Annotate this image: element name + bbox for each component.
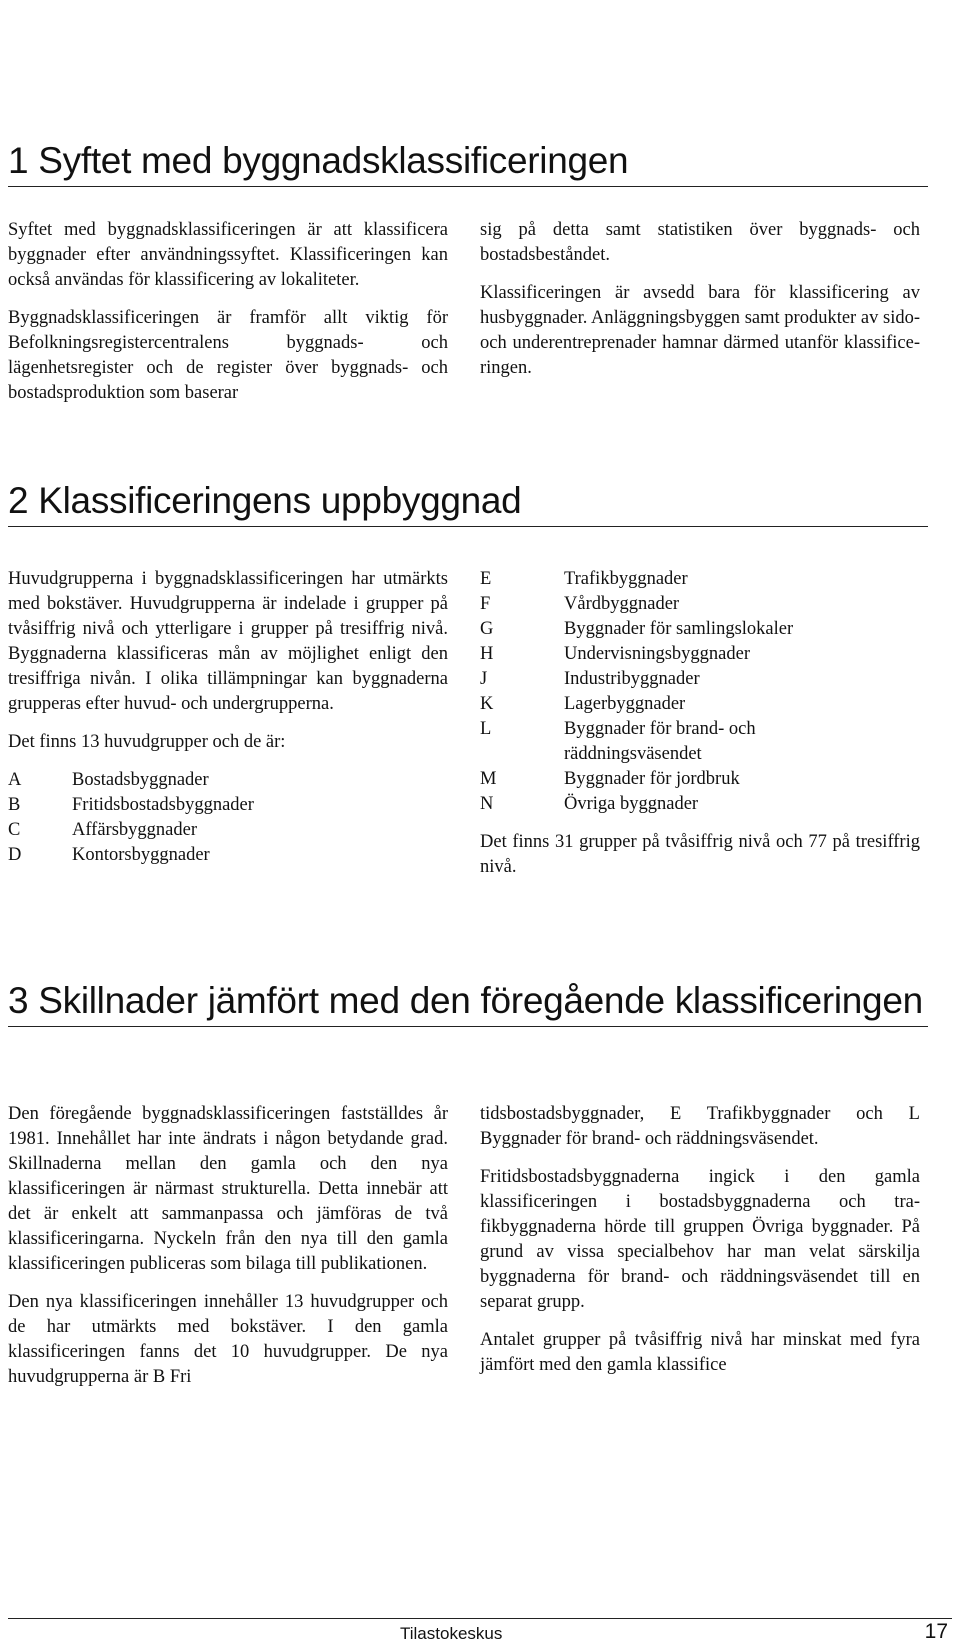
list-item xyxy=(480,592,920,617)
list-item xyxy=(8,793,448,818)
footer-divider xyxy=(8,1618,952,1619)
list-item xyxy=(8,768,448,793)
group-code: K xyxy=(480,694,494,714)
group-code: N xyxy=(480,794,494,814)
section-2-left-column xyxy=(8,567,448,868)
paragraph: Klassificeringen är avsedd bara för klassificering av husbyggnader. Anläggningsbyggen samt produkter av sido- och underentreprenader hamnar därmed utanför klassificeringen. xyxy=(480,283,920,378)
paragraph: Byggnadsklassificeringen är framför allt viktig för Befolkningsregistercentralens byggnads- och lägenhetsregister och de register över byggnads- och bostadsproduktion som baserar xyxy=(8,308,448,403)
list-item xyxy=(8,843,448,868)
group-name: Industribyggnader xyxy=(564,669,700,689)
page-number: 17 xyxy=(924,1620,948,1643)
group-code: E xyxy=(480,569,492,589)
paragraph: Den nya klassificeringen innehåller 13 huvudgrupper och de har utmärkts med bokstäver. I den gamla klassificeringen fanns det 10 huvudgrupper. De nya huvudgrupperna är B Fri xyxy=(8,1292,448,1387)
group-name: Fritidsbostadsbyggnader xyxy=(72,795,254,815)
list-item xyxy=(480,617,920,642)
group-name: Byggnader för jordbruk xyxy=(564,769,740,789)
paragraph: Antalet grupper på tvåsiffrig nivå har minskat med fyra jämfört med den gamla klassifice xyxy=(480,1330,920,1375)
list-item xyxy=(480,667,920,692)
list-item xyxy=(480,692,920,717)
list-item xyxy=(480,567,920,592)
group-code: D xyxy=(8,845,22,865)
section-2-heading: 2 Klassificeringens uppbyggnad xyxy=(8,480,928,527)
list-item xyxy=(480,717,920,767)
list-item xyxy=(480,642,920,667)
section-3-heading: 3 Skillnader jämfört med den föregående klassificeringen xyxy=(8,980,928,1027)
group-code: C xyxy=(8,820,21,840)
group-code: F xyxy=(480,594,491,614)
section-2-right-column xyxy=(480,567,920,893)
paragraph: Fritidsbostadsbyggnaderna ingick i den gamla klassificeringen i bostadsbyggnaderna och trafikbyggnaderna hörde till gruppen Övriga byggnader. På grund av vissa specialbehov har man velat särskilja byggnaderna för brand- och räddningsväsendet till en separat grupp. xyxy=(480,1167,920,1312)
group-name: Bostadsbyggnader xyxy=(72,770,209,790)
group-code: J xyxy=(480,669,488,689)
section-3-right-column xyxy=(480,1102,920,1391)
group-name: Byggnader för brand- och räddningsväsendet xyxy=(564,719,756,764)
group-name: Byggnader för samlingslokaler xyxy=(564,619,794,639)
paragraph: Den föregående byggnadsklassificeringen fastställdes år 1981. Innehållet har inte ändrats i någon betydande grad. Skillnaderna mellan den gamla och den nya klassificeringen är närmast strukturella. Detta innebär att det är enkelt att sammanpassa och jämföras de två klassificeringarna. Nyckeln från den nya till den gamla klassificeringen publiceras som bilaga till publikationen. xyxy=(8,1104,448,1274)
paragraph: Huvudgrupperna i byggnadsklassificeringen har utmärkts med bokstäver. Huvudgrupperna är indelade i grupper på tvåsiffrig nivå och ytterligare i grupper på tresiffrig nivå. Byggnaderna klassificeras mån av möjlighet enligt den tresiffriga nivån. I olika tillämpningar kan byggnaderna grupperas efter huvud- och undergrupperna. xyxy=(8,569,448,714)
paragraph: sig på detta samt statistiken över byggnads- och bostadsbeståndet. xyxy=(480,220,920,265)
section-3-left-column xyxy=(8,1102,448,1403)
section-1-right-column xyxy=(480,218,920,394)
list-item xyxy=(480,792,920,817)
paragraph: Syftet med byggnadsklassificeringen är att klassificera byggnader efter användningssyftet. Klassificeringen kan också användas för klassificering av lokaliteter. xyxy=(8,220,448,290)
section-1-heading: 1 Syftet med byggnadsklassificeringen xyxy=(8,140,928,187)
group-name: Undervisningsbyggnader xyxy=(564,644,750,664)
paragraph: Det finns 31 grupper på tvåsiffrig nivå och 77 på tresiffrig nivå. xyxy=(480,832,920,877)
group-code: B xyxy=(8,795,21,815)
group-name: Affärsbyggnader xyxy=(72,820,198,840)
group-name: Vårdbyggnader xyxy=(564,594,680,614)
group-code: H xyxy=(480,644,494,664)
list-item xyxy=(480,767,920,792)
main-groups-list-right xyxy=(480,567,920,817)
group-name: Övriga byggnader xyxy=(564,794,699,814)
main-groups-list-left xyxy=(8,768,448,868)
group-code: A xyxy=(8,770,22,790)
group-name: Trafikbyggnader xyxy=(564,569,688,589)
group-name: Kontorsbyggnader xyxy=(72,845,210,865)
group-code: M xyxy=(480,769,497,789)
group-code: G xyxy=(480,619,494,639)
group-name: Lagerbyggnader xyxy=(564,694,686,714)
group-code: L xyxy=(480,719,492,739)
section-1-left-column xyxy=(8,218,448,419)
paragraph: tidsbostadsbyggnader, E Trafikbyggnader och L Byggnader för brand- och räddningsväsendet. xyxy=(480,1104,920,1149)
list-item xyxy=(8,818,448,843)
paragraph: Det finns 13 huvudgrupper och de är: xyxy=(8,732,286,752)
footer-publisher: Tilastokeskus xyxy=(400,1624,503,1643)
